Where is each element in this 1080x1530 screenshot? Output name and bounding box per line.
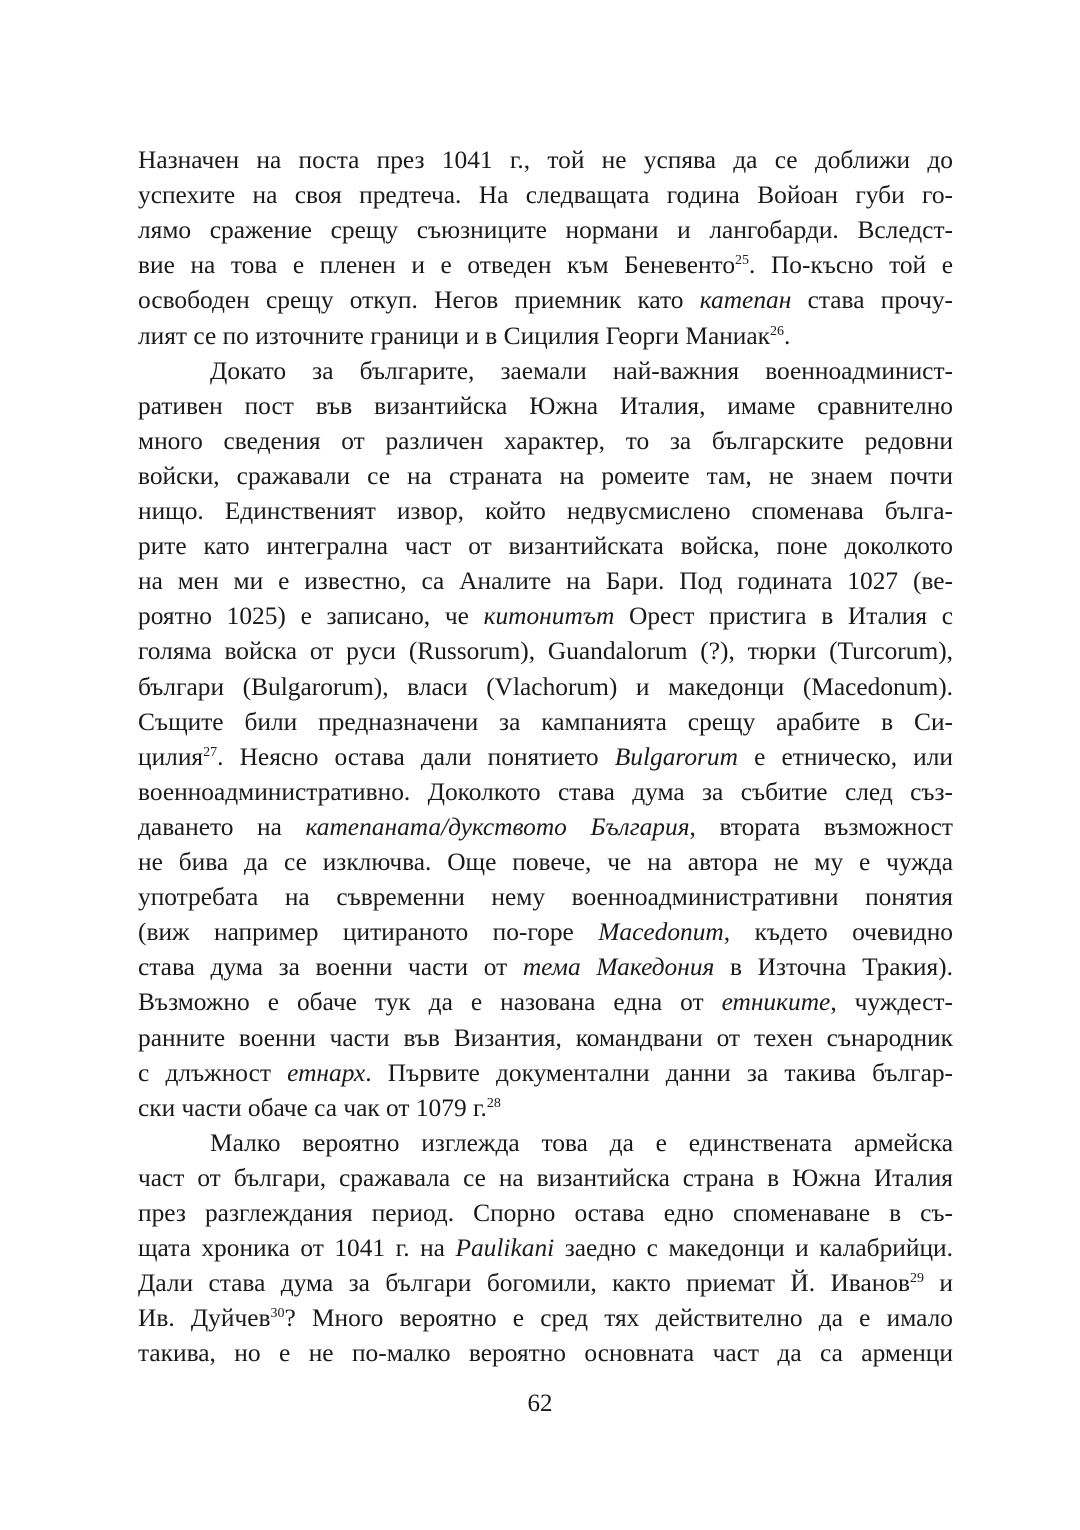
text-line [138,741,953,773]
text-segment: лият се по източните граници и в Сицилия Георги Маниак [138,321,771,350]
text-segment: , където очевидно [723,918,953,947]
italic-text: Macedonum [598,918,724,947]
text-segment: ? Много вероятно е сред тях действително да е имало [284,1304,953,1333]
text-segment: не бива да се изключва. Още повече, че на автора не му е чужда [138,848,953,876]
text-line [138,320,953,352]
text-line [138,1197,953,1229]
text-segment: (виж например цитираното по-горе [138,918,599,947]
text-line [138,846,953,878]
text-segment: и [924,1269,954,1298]
text-segment: успехите на своя предтеча. На следващата година Войоан губи го- [138,181,953,210]
text-line [138,811,953,843]
text-line [138,706,953,738]
text-segment: вие на това е пленен и е отведен към Беневенто [138,251,736,280]
text-line [138,916,953,948]
italic-text: Paulikani [455,1234,555,1263]
text-segment: в Източна Тракия). [714,953,953,982]
text-segment: ранните военни части във Византия, командвани от техен сънародник [138,1023,953,1052]
text-line [138,1162,953,1194]
italic-text: катепан [699,286,792,315]
text-segment: роятно 1025) е записано, че [138,602,484,631]
italic-text: етниките [721,988,831,1017]
text-line [138,986,953,1018]
text-line [138,1022,953,1054]
text-segment: цилия [138,742,204,771]
text-segment: е етническо, или [737,742,954,771]
text-segment: освободен срещу откуп. Негов приемник като [138,286,700,315]
footnote-ref: 30 [270,1306,285,1322]
text-segment: част от българи, сражавала се на византийска страна в Южна Италия [138,1163,953,1192]
text-segment: с длъжност [138,1058,288,1087]
text-line [138,144,953,176]
text-segment: . Първите документални данни за такива българ- [365,1058,953,1087]
text-segment: употребата на съвременни нему военноадминистративни понятия [138,883,953,912]
text-line [138,284,953,316]
text-segment: рите като интегрална част от византийската войска, поне доколкото [138,532,953,561]
text-segment: Докато за българите, заемали най-важния военноадминист- [210,356,953,385]
text-line [138,425,953,457]
text-segment: българи (Bulgarorum), власи (Vlachorum) и македонци (Macedonum). [138,672,953,701]
text-segment: Орест пристига в Италия с [614,602,954,631]
page-number: 62 [527,1390,553,1417]
footnote-ref: 26 [770,323,785,339]
text-segment: войски, сражавали се на страната на ромеите там, не знаем почти [138,461,953,490]
footnote-ref: 25 [735,253,750,269]
text-line [138,390,953,422]
text-segment: през разглеждания период. Спорно остава едно споменаване в съ- [138,1199,953,1227]
italic-text: китонитът [483,602,615,631]
text-segment: Назначен на поста през 1041 г., той не успява да се доближи до [138,146,953,174]
text-segment: Ив. Дуйчев [138,1304,271,1333]
text-line [138,249,953,281]
text-segment: Същите били предназначени за кампанията срещу арабите в Си- [138,707,953,736]
italic-text: Bulgarorum [614,742,738,771]
text-segment: Малко вероятно изглежда това да е единствената армейска [210,1128,953,1157]
text-segment: Дали става дума за българи богомили, както приемат Й. Иванов [138,1269,910,1298]
italic-text: катепаната/дукството България [305,812,690,841]
italic-text: етнарх [287,1058,366,1087]
text-segment: ски части обаче са чак от 1079 г. [138,1093,487,1122]
footnote-ref: 29 [910,1271,924,1287]
text-line [138,1232,953,1264]
text-line [138,1337,953,1369]
text-segment: нищо. Единственият извор, който недвусмислено споменава бълга- [138,497,953,525]
text-line [138,530,953,562]
text-segment: . Неясно остава дали понятието [217,742,615,771]
text-segment: лямо сражение срещу съюзниците нормани и лангобарди. Вследст- [138,216,953,245]
text-line [138,951,953,983]
text-line [138,214,953,246]
text-line [138,635,953,667]
text-segment: става прочу- [791,286,953,315]
text-line [138,671,953,703]
text-line [210,355,953,387]
text-segment: голяма войска от руси (Russorum), Guandalorum (?), тюрки (Turcorum), [138,637,953,666]
text-segment: военноадминистративно. Доколкото става дума за събитие след съз- [138,777,953,806]
text-segment: заедно с македонци и калабрийци. [554,1234,953,1263]
footnote-ref: 27 [203,744,218,760]
text-line [138,460,953,492]
text-line [138,881,953,913]
italic-text: тема Македония [522,953,715,982]
text-line [138,179,953,211]
text-line [138,600,953,632]
text-segment: щата хроника от 1041 г. на [138,1234,456,1263]
text-line [138,495,953,527]
text-segment: . По-късно той е [749,251,953,280]
text-segment: ративен пост във византийска Южна Италия, имаме сравнително [138,391,953,420]
footnote-ref: 28 [486,1095,501,1111]
text-line [210,1127,953,1159]
text-segment: много сведения от различен характер, то за българските редовни [138,426,953,455]
text-segment: такива, но е не по-малко вероятно основната част да са арменци [138,1339,953,1368]
text-line [138,565,953,597]
text-line [138,1302,953,1334]
text-segment: , чуждест- [830,988,953,1017]
text-segment: става дума за военни части от [138,953,523,982]
text-line [138,776,953,808]
text-segment: , втората възможност [689,812,954,841]
text-line [138,1092,953,1124]
text-line [138,1057,953,1089]
text-segment: . [784,321,791,350]
text-line [138,1267,953,1299]
text-segment: даването на [138,812,306,841]
text-segment: Възможно е обаче тук да е назована една от [138,988,722,1017]
text-segment: на мен ми е известно, са Аналите на Бари. Под годината 1027 (ве- [138,567,953,596]
